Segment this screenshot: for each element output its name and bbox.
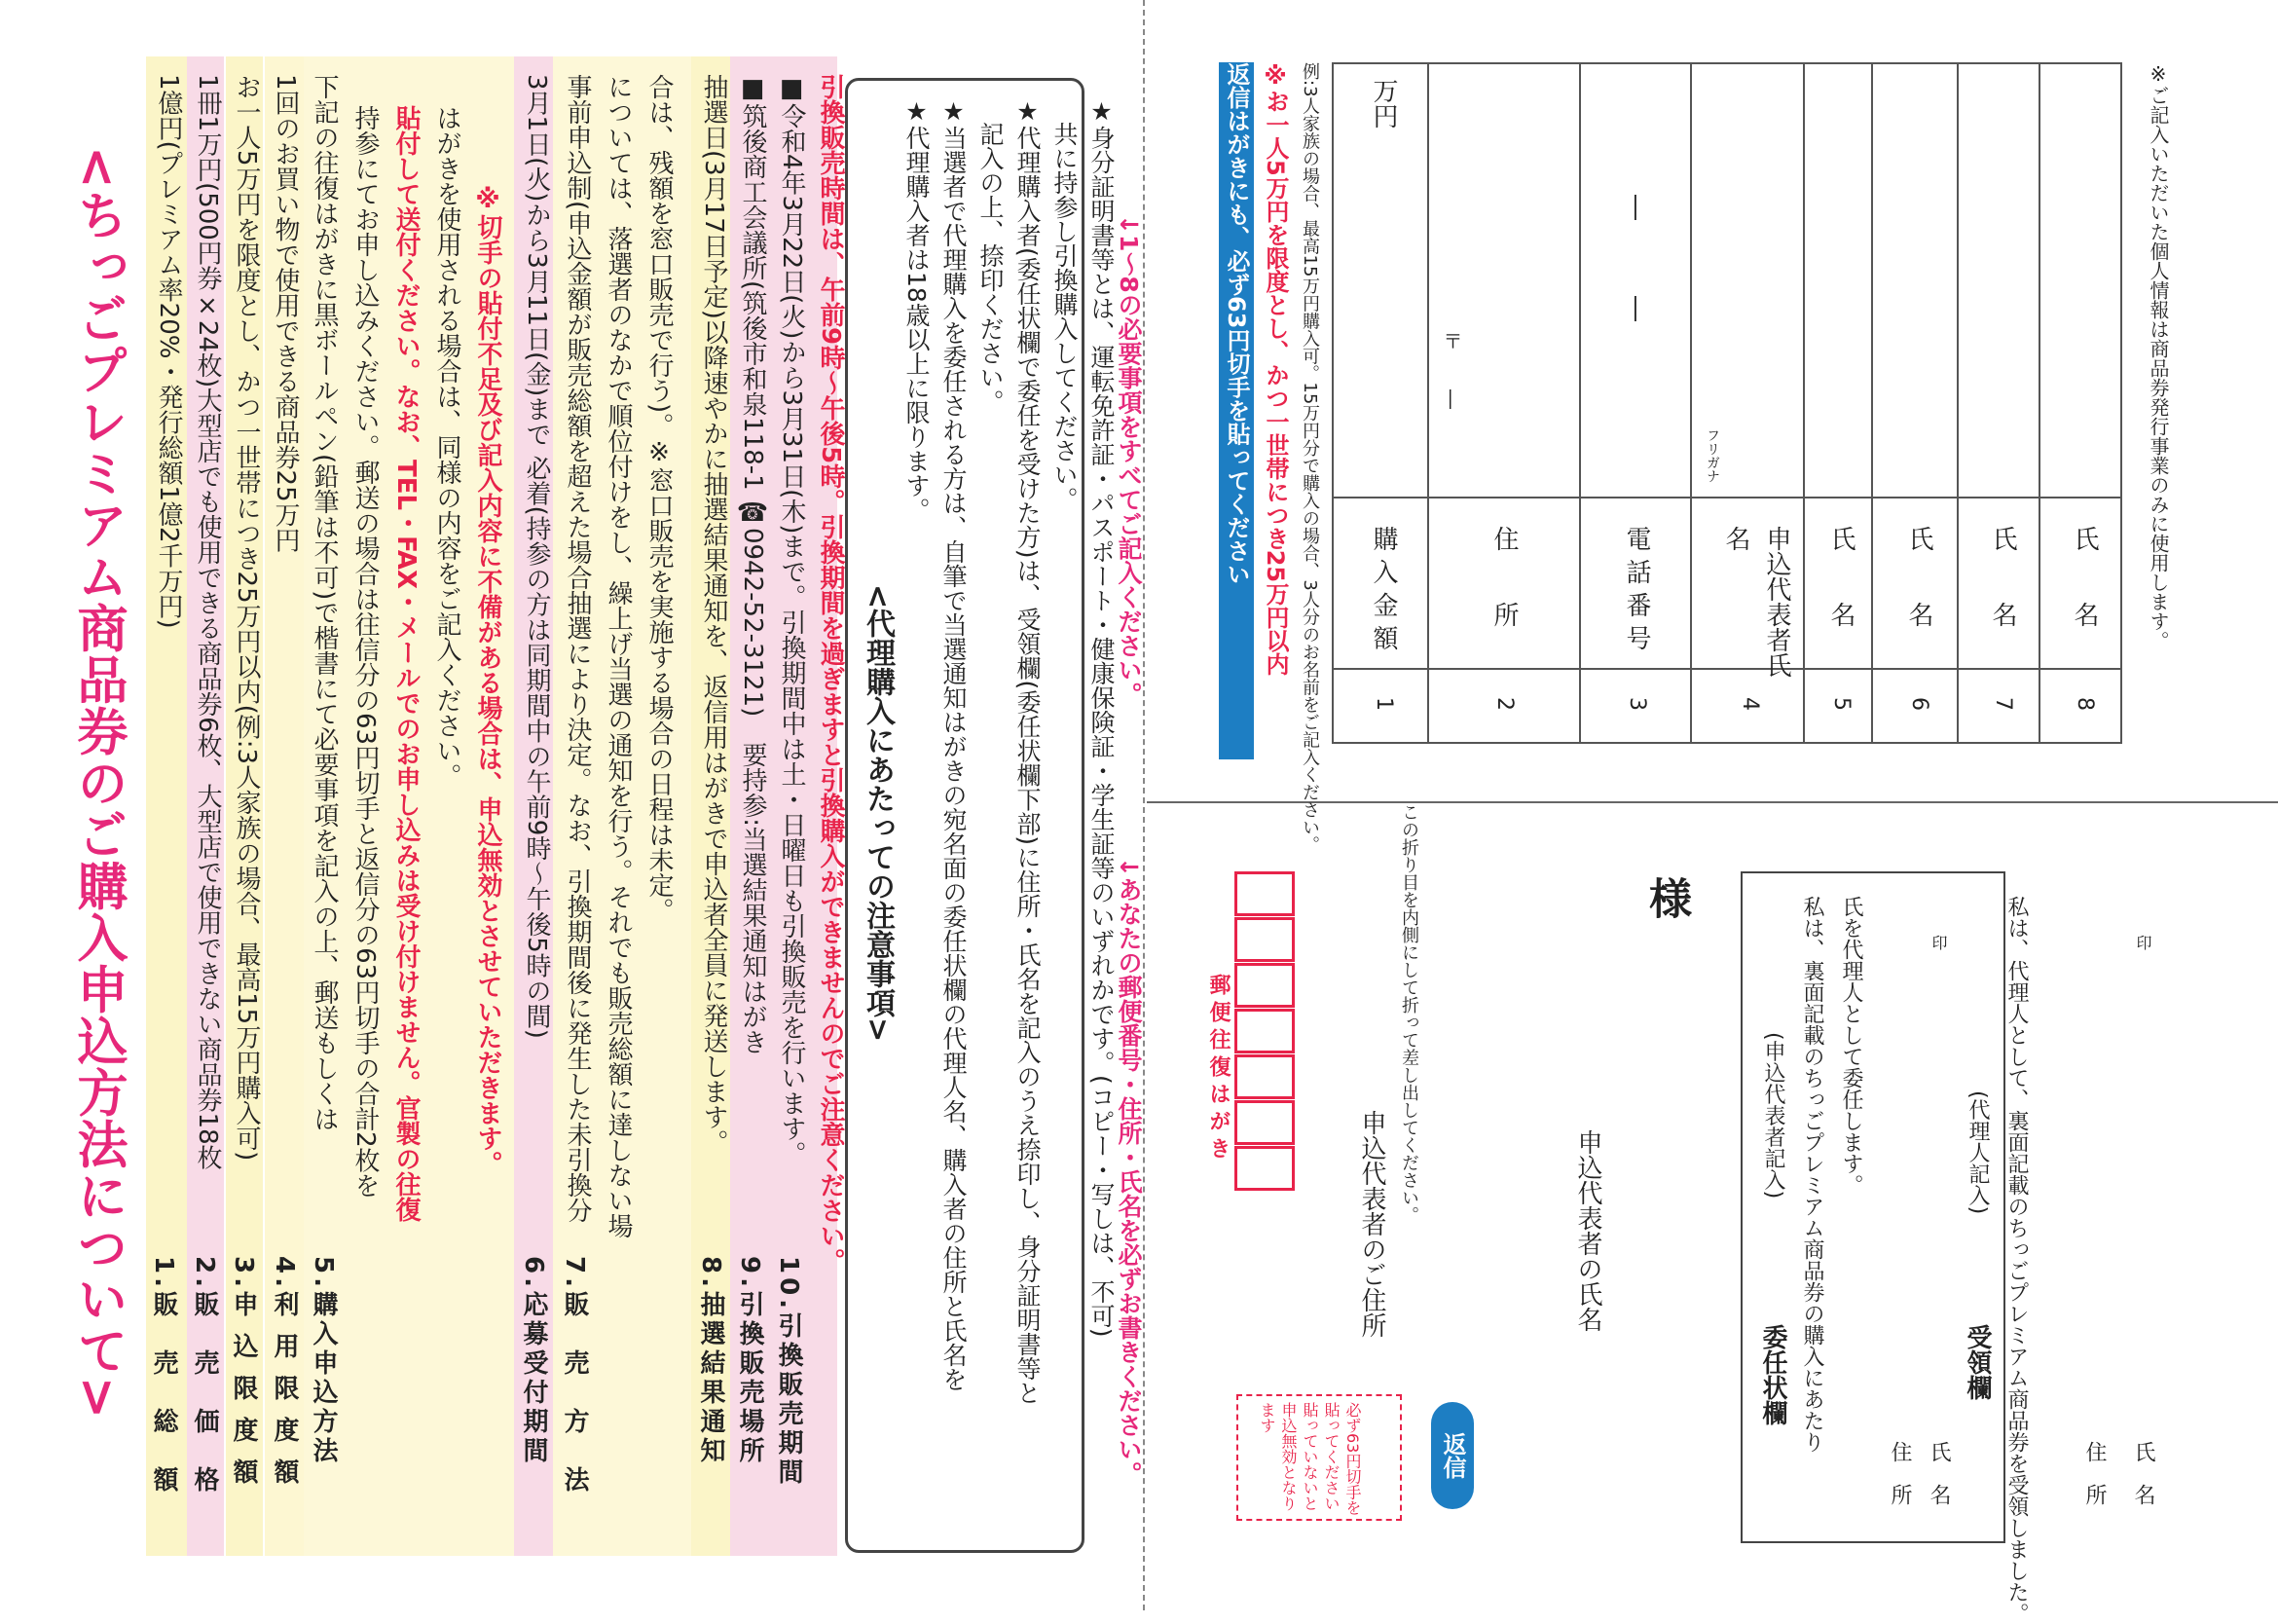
postal-box-4[interactable] xyxy=(1234,1009,1295,1053)
left-panel xyxy=(0,0,1143,1610)
row-5-num: 5 xyxy=(1829,697,1854,711)
receipt-name: 氏 名 xyxy=(2131,1441,2155,1505)
section-8-label: 8.抽選結果通知 xyxy=(696,1256,725,1466)
row-4-label: 申込代表者氏 名 xyxy=(1721,526,1791,703)
row-3-num: 3 xyxy=(1625,697,1649,711)
reply-header-2: ※お一人5万円を限度とし、かつ一世帯につき25万円以内 xyxy=(1262,62,1289,677)
section-7-body-2: については、落選者のなかで順位付けをし、繰上げ当選の通知を行う。それでも販売総額に達しない場 xyxy=(604,74,633,1238)
row-sep-1 xyxy=(1427,62,1429,744)
notice-line-2: ★当選者で代理購入を委任される方は、自筆で当選通知はがきの宛名面の委任状欄の代理人名、購入者の住所と氏名を xyxy=(939,97,968,1391)
section-10-body-2: 引換販売時間は、午前9時～午後5時。引換期間を過ぎますと引換購入ができませんのでご注意ください。 xyxy=(816,74,845,1274)
section-9-body: ■筑後商工会議所(筑後市和泉118-1 ☎0942-52-3121) 要持参:当選結果通知はがき xyxy=(738,74,767,1055)
page-title: <ちっごプレミアム商品券のご購入申込方法について> xyxy=(68,146,127,1421)
row-3-dash: ― ― xyxy=(1622,195,1651,321)
stamp-note: 必ず63円切手を貼ってください 貼っていないと申込無効となります xyxy=(1258,1402,1362,1516)
row-1-label: 購入金額 xyxy=(1369,526,1398,658)
fold-line-vertical xyxy=(1143,0,1145,1610)
ofuku-label: 郵便往復はがき xyxy=(1206,974,1231,1164)
row-2-label: 住 所 xyxy=(1489,526,1519,627)
proxy-name: 氏 名 xyxy=(1927,1441,1951,1505)
postal-box-7[interactable] xyxy=(1234,1146,1295,1191)
proxy-text-2: 氏を代理人として委任します。 xyxy=(1839,896,1863,1196)
row-1-num: 1 xyxy=(1372,697,1396,711)
reply-header-1: 返信はがきにも、必ず63円切手を貼ってください xyxy=(1219,62,1254,759)
row-sep-5 xyxy=(1871,62,1873,744)
receipt-title: 受領欄 xyxy=(1963,1324,1992,1400)
section-10-body-1: ■令和4年3月22日(火)から3月31日(木)まで。引換期間中は土・日曜日も引換販売を行います。 xyxy=(777,74,806,1167)
section-7-body-3: 合は、残額を窓口販売で行う)。※窓口販売を実施する場合の日程は未定。 xyxy=(644,74,674,924)
row-8-num: 8 xyxy=(2073,697,2097,711)
section-7-label: 7.販 売 方 法 xyxy=(560,1256,589,1495)
section-8-body: 抽選日(3月17日予定)以降速やかに抽選結果通知を、返信用はがきで申込者全員に発送します。 xyxy=(699,74,728,1155)
postal-box-1[interactable] xyxy=(1234,871,1295,916)
proxy-title: 委任状欄 xyxy=(1758,1324,1787,1425)
proxy-text-1: 私は、裏面記載のちっごプレミアム商品券の購入にあたり xyxy=(1800,896,1824,1453)
row-3-label: 電話番号 xyxy=(1622,526,1651,658)
notice-line-6: ★身分証明書等とは、運転免許証・パスポート・健康保険証・学生証等のいずれかです。(コピー・写しは、不可) xyxy=(1087,97,1116,1338)
privacy-note: ※ご記入いただいた個人情報は商品券発行事業のみに使用します。 xyxy=(2147,62,2170,650)
reply-badge: 返信 xyxy=(1431,1402,1474,1509)
row-5-label: 氏 名 xyxy=(1826,526,1855,627)
row-sep-7 xyxy=(2039,62,2040,744)
row-8-label: 氏 名 xyxy=(2070,526,2099,627)
section-5-body-3: 貼付して送付ください。なお、TEL・FAX・メールでのお申し込みは受け付けません。官製の往復 xyxy=(391,105,421,1223)
proxy-addr: 住 所 xyxy=(1888,1441,1912,1505)
section-4-body: 1回のお買い物で使用できる商品券25万円 xyxy=(271,74,300,553)
section-2-label: 2.販 売 価 格 xyxy=(190,1256,219,1495)
section-1-label: 1.販 売 総 額 xyxy=(149,1256,178,1495)
receipt-seal: 印 xyxy=(2134,935,2152,950)
row-2-num: 2 xyxy=(1492,697,1517,711)
notice-line-3: 記入の上、捺印ください。 xyxy=(976,97,1005,414)
section-2-body: 1冊1万円(500円券×24枚)大型店でも使用できる商品券6枚、大型店で使用できない商品券18枚 xyxy=(193,74,222,1170)
proxy-sub: (申込代表者記入) xyxy=(1761,1032,1785,1200)
row-4-num: 4 xyxy=(1738,697,1762,711)
receipt-sub: (代理人記入) xyxy=(1966,1090,1990,1215)
section-7-body-1: 事前申込制(申込金額が販売総額を超えた場合抽選により決定。なお、引換期間後に発生した未引換分 xyxy=(563,74,592,1224)
section-9-label: 9.引換販売場所 xyxy=(735,1256,764,1466)
row-sep-6 xyxy=(1957,62,1959,744)
receipt-addr: 住 所 xyxy=(2082,1441,2107,1505)
section-5-label: 5.購入申込方法 xyxy=(309,1256,338,1466)
postal-box-5[interactable] xyxy=(1234,1054,1295,1099)
section-5-body-4: はがきを使用される場合は、同様の内容をご記入ください。 xyxy=(432,105,461,789)
name-label: 申込代表者の氏名 xyxy=(1573,1129,1602,1332)
section-1-body: 1億円(プレミアム率20%・発行総額1億2千万円) xyxy=(154,74,183,629)
postal-box-6[interactable] xyxy=(1234,1100,1295,1145)
row-4-furigana: フリガナ xyxy=(1705,428,1720,483)
row-1-unit: 万円 xyxy=(1369,78,1398,129)
row-6-num: 6 xyxy=(1907,697,1931,711)
postal-box-3[interactable] xyxy=(1234,963,1295,1008)
row-7-num: 7 xyxy=(1991,697,2015,711)
notice-line-1: ★代理購入者は18歳以上に限ります。 xyxy=(902,97,931,522)
reply-table-labelcol xyxy=(1332,497,2122,498)
section-10-label: 10.引換販売期間 xyxy=(774,1256,803,1489)
row-6-label: 氏 名 xyxy=(1904,526,1933,627)
section-6-label: 6.応募受付期間 xyxy=(519,1256,548,1466)
section-5-warning: ※切手の貼付不足及び記入内容に不備がある場合は、申込無効とさせていただきます。 xyxy=(473,185,502,1176)
receipt-text: 私は、代理人として、裏面記載のちっごプレミアム商品券を受領しました。 xyxy=(2004,896,2029,1624)
row-7-label: 氏 名 xyxy=(1988,526,2017,627)
row-2-prefix: 〒 ― xyxy=(1440,331,1463,409)
warn-right: ↓1～8の必要事項をすべてご記入ください。 xyxy=(1115,214,1143,707)
sama-label: 様 xyxy=(1641,876,1691,919)
row-sep-3 xyxy=(1690,62,1692,744)
section-6-body: 3月1日(火)から3月11日(金)まで 必着(持参の方は同期間中の午前9時～午後5時の間) xyxy=(522,74,551,1039)
section-5-body-2: 持参にてお申し込みください。郵送の場合は往信分の63円切手と返信分の63円切手の合計2枚を xyxy=(350,105,380,1199)
row-sep-4 xyxy=(1803,62,1805,744)
address-label: 申込代表者のご住所 xyxy=(1357,1110,1386,1338)
section-3-label: 3.申 込 限 度 額 xyxy=(229,1256,258,1489)
section-3-body: お一人5万円を限度とし、かつ一世帯につき25万円以内(例:3人家族の場合、最高15万円購入可) xyxy=(232,74,261,1162)
section-4-label: 4.利 用 限 度 額 xyxy=(270,1256,299,1489)
postal-box-2[interactable] xyxy=(1234,917,1295,962)
notice-line-4: ★代理購入者(委任状欄で委任を受けた方)は、受領欄(委任状欄下部)に住所・氏名を記入のうえ捺印し、身分証明書等と xyxy=(1013,97,1042,1406)
section-5-body-1: 下記の往復はがきに黒ボールペン(鉛筆は不可)で楷書にて必要事項を記入の上、郵送もしくは xyxy=(310,74,339,1132)
fold-note: この折り目を内側にして折って差し出してください。 xyxy=(1399,803,1419,1224)
notice-title: <代理購入にあたっての注意事項> xyxy=(861,584,895,1043)
proxy-seal: 印 xyxy=(1929,935,1948,950)
reply-header-3: 例:3人家族の場合、最高15万円購入可。15万円分で購入の場合、3人分のお名前をご記入ください。 xyxy=(1300,62,1320,854)
notice-line-5: 共に持参し引換購入してください。 xyxy=(1050,97,1079,511)
row-sep-2 xyxy=(1579,62,1581,744)
warn-left: ↓あなたの郵便番号・住所・氏名を必ずお書きください。 xyxy=(1115,857,1143,1486)
